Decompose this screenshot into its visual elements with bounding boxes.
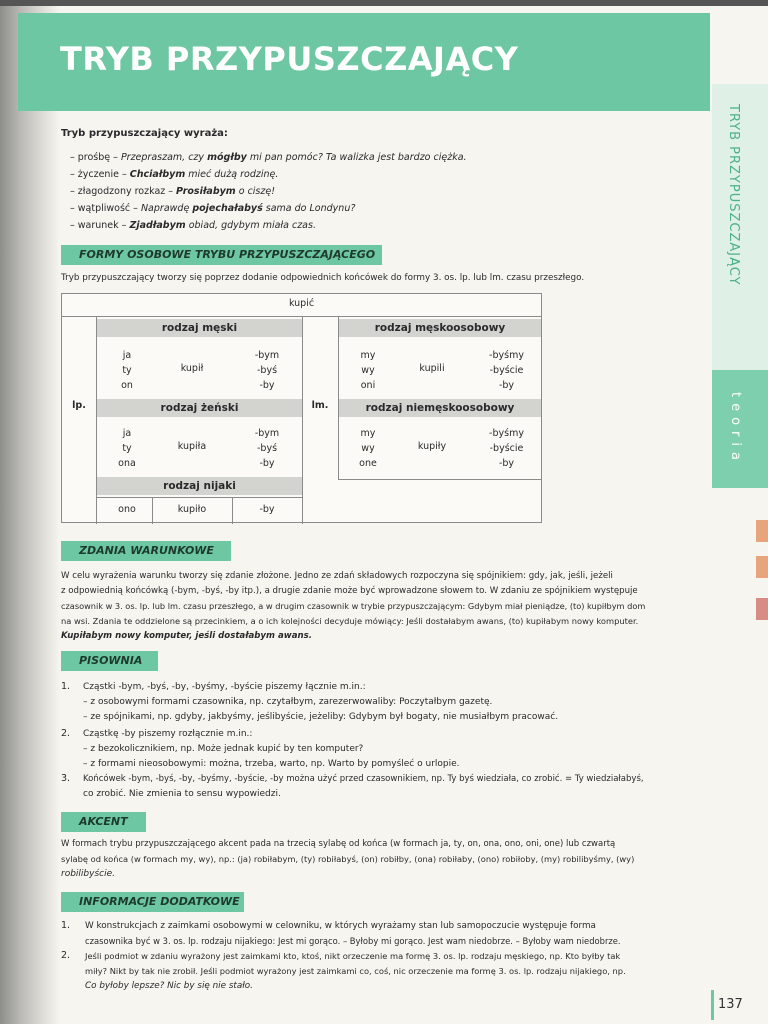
intro-item: – wątpliwość – Naprawdę pojechałabyś sama do Londynu? bbox=[70, 203, 356, 214]
top-edge bbox=[0, 0, 768, 6]
intro-item: – warunek – Zjadłabym obiad, gdybym miała czas. bbox=[70, 220, 316, 231]
intro-item: – złagodzony rozkaz – Prosiłabym o ciszę! bbox=[70, 186, 276, 197]
textbook-page: TRYB PRZYPUSZCZAJĄCY TRYB PRZYPUSZCZAJĄCY teoria Tryb przypuszczający wyraża: – prośbę – Przepraszam, czy mógłby mi pan pomóc? Ta walizka jest bardzo ciężka. – życzenie – Chciałbym mieć dużą rodzinę. – złagodzony rozkaz – Prosiłabym o ciszę! – wątpliwość – Naprawdę pojechałabyś sama do Londynu? – warunek – Zjadłabym obiad, gdybym miała czas. FORMY OSOBOWE TRYBU PRZYPUSZCZAJĄCEGO Tryb przypuszczający tworzy się poprzez dodanie odpowiednich końcówek do formy 3. os. lp. lub lm. czasu przeszłego. kupić lp. lm. rodzaj męski ja ty on kupił -bym -byś -by rodzaj żeński ja ty ona kupiła -bym -byś -by rodzaj nijaki ono kupiło -by rodzaj męskoosobowy my wy oni kupili -byśmy -byście -by rodzaj niemęskoosobowy my wy one kupiły -byśmy -byście -by ZDANIA WARUNKOWE W celu wyrażenia warunku tworzy się zdanie złożone. Jedno ze zdań składowych rozpoczyna się spójnikiem: gdy, jak, jeśli, jeżeli z odpowiednią końcówką (-bym, -byś, -by itp.), a drugie zdanie może być wprowadzone słowem to. W zdaniu ze spójnikiem występuje czasownik w 3. os. lp. lub lm. czasu przeszłego, a w drugim czasownik w trybie przypuszczającym: Gdybym miał pieniądze, (to) kupiłbym dom na wsi. Zdania te oddzielone są przecinkiem, a o ich kolejności decyduje mówiący: Jeśli dostałabym awans, (to) kupiłabym nowy komputer. Kupiłabym nowy komputer, jeśli dostałabym awans. PISOWNIA 1. Cząstki -bym, -byś, -by, -byśmy, -byście piszemy łącznie m.in.: – z osobowymi formami czasownika, np. czytałbym, zarezerwowaliby: Poczytałbym gazetę. – ze spójnikami, np. gdyby, jakbyśmy, jeślibyście, jeżeliby: Gdybym był bogaty, nie musiałbym pracować. 2. Cząstkę -by piszemy rozłącznie m.in.: – z bezokolicznikiem, np. Może jednak kupić by ten komputer? – z formami nieosobowymi: można, trzeba, warto, np. Warto by pomyśleć o urlopie. 3. Końcówek -bym, -byś, -by, -byśmy, -byście, -by można użyć przed czasownikiem, np. Ty byś wiedziała, co zrobić. = Ty wiedziałabyś, co zrobić. Nie zmienia to sensu wypowiedzi. AKCENT W formach trybu przypuszczającego akcent pada na trzecią sylabę od końca (w formach ja, ty, on, ona, ono, oni, one) lub czwartą sylabę od końca (w formach my, wy), np.: (ja) robiłabym, (ty) robiłabyś, (on) robiłby, (ona) robiłaby, (ono) robiłoby, (my) robilibyśmy, (wy) robilibyście. INFORMACJE DODATKOWE 1. W konstrukcjach z zaimkami osobowymi w celowniku, w których wyrażamy stan lub samopoczucie występuje forma czasownika być w 3. os. lp. rodzaju nijakiego: Jest mi gorąco. – Byłoby mi gorąco. Jest wam niedobrze. – Byłoby wam niedobrze. 2. Jeśli podmiot w zdaniu wyrażony jest zaimkami kto, ktoś, nikt orzeczenie ma formę 3. os. lp. rodzaju męskiego, np. Kto byłby tak miły? Nikt by tak nie zrobił. Jeśli podmiot wyrażony jest zaimkami co, coś, nic orzeczenie ma formę 3. os. lp. rodzaju nijakiego, np. Co byłoby lepsze? Nic by się nie stało. 137 bbox=[0, 0, 768, 1024]
header-feminine: rodzaj żeński bbox=[97, 399, 302, 417]
additional-section-heading: INFORMACJE DODATKOWE bbox=[61, 892, 244, 912]
form-feminine: kupiła bbox=[177, 441, 207, 452]
header-masculine: rodzaj męski bbox=[97, 319, 302, 337]
header-non-masculine-personal: rodzaj niemęskoosobowy bbox=[339, 399, 541, 417]
page-number-marker bbox=[711, 990, 714, 1020]
page-edge-marker bbox=[756, 556, 768, 578]
forms-description: Tryb przypuszczający tworzy się poprzez dodanie odpowiednich końcówek do formy 3. os. lp. lub lm. czasu przeszłego. bbox=[61, 273, 585, 283]
book-spine-shadow bbox=[0, 0, 60, 1024]
form-neuter: kupiło bbox=[177, 504, 207, 515]
table-verb: kupić bbox=[288, 298, 315, 309]
endings-masculine-personal: -byśmy -byście -by bbox=[489, 350, 524, 391]
title-banner bbox=[18, 13, 710, 111]
endings-non-masculine-personal: -byśmy -byście -by bbox=[489, 428, 524, 469]
form-masculine-personal: kupili bbox=[419, 363, 445, 374]
header-masculine-personal: rodzaj męskoosobowy bbox=[339, 319, 541, 337]
header-neuter: rodzaj nijaki bbox=[97, 477, 302, 495]
accent-section-heading: AKCENT bbox=[61, 812, 146, 832]
side-tab-label: TRYB PRZYPUSZCZAJĄCY bbox=[726, 104, 741, 286]
intro-item: – prośbę – Przepraszam, czy mógłby mi pan pomóc? Ta walizka jest bardzo ciężka. bbox=[70, 152, 467, 163]
pronouns-feminine: ja ty ona bbox=[118, 428, 136, 469]
pronouns-masculine-personal: my wy oni bbox=[360, 350, 376, 391]
endings-masculine: -bym -byś -by bbox=[254, 350, 280, 391]
conjugation-table bbox=[61, 293, 542, 523]
spelling-section-heading: PISOWNIA bbox=[61, 651, 158, 671]
page-edge-marker bbox=[756, 598, 768, 620]
table-lp-label: lp. bbox=[72, 400, 86, 411]
table-divider bbox=[97, 497, 302, 498]
intro-heading: Tryb przypuszczający wyraża: bbox=[61, 128, 228, 139]
theory-tab-label: teoria bbox=[728, 392, 743, 466]
endings-feminine: -bym -byś -by bbox=[254, 428, 280, 469]
ending-neuter: -by bbox=[259, 504, 275, 515]
pronouns-masculine: ja ty on bbox=[121, 350, 133, 391]
form-masculine: kupił bbox=[180, 363, 204, 374]
table-divider bbox=[302, 316, 303, 524]
conditional-section-heading: ZDANIA WARUNKOWE bbox=[61, 541, 231, 561]
page-title: TRYB PRZYPUSZCZAJĄCY bbox=[60, 40, 519, 78]
table-divider bbox=[338, 316, 339, 480]
page-edge-marker bbox=[756, 520, 768, 542]
table-divider bbox=[339, 479, 541, 480]
forms-section-heading: FORMY OSOBOWE TRYBU PRZYPUSZCZAJĄCEGO bbox=[61, 245, 382, 265]
page-number: 137 bbox=[718, 997, 743, 1012]
intro-item: – życzenie – Chciałbym mieć dużą rodzinę. bbox=[70, 169, 279, 180]
pronoun-neuter: ono bbox=[118, 504, 136, 515]
pronouns-non-masculine-personal: my wy one bbox=[359, 428, 377, 469]
form-non-masculine-personal: kupiły bbox=[417, 441, 447, 452]
table-lm-label: lm. bbox=[311, 400, 329, 411]
